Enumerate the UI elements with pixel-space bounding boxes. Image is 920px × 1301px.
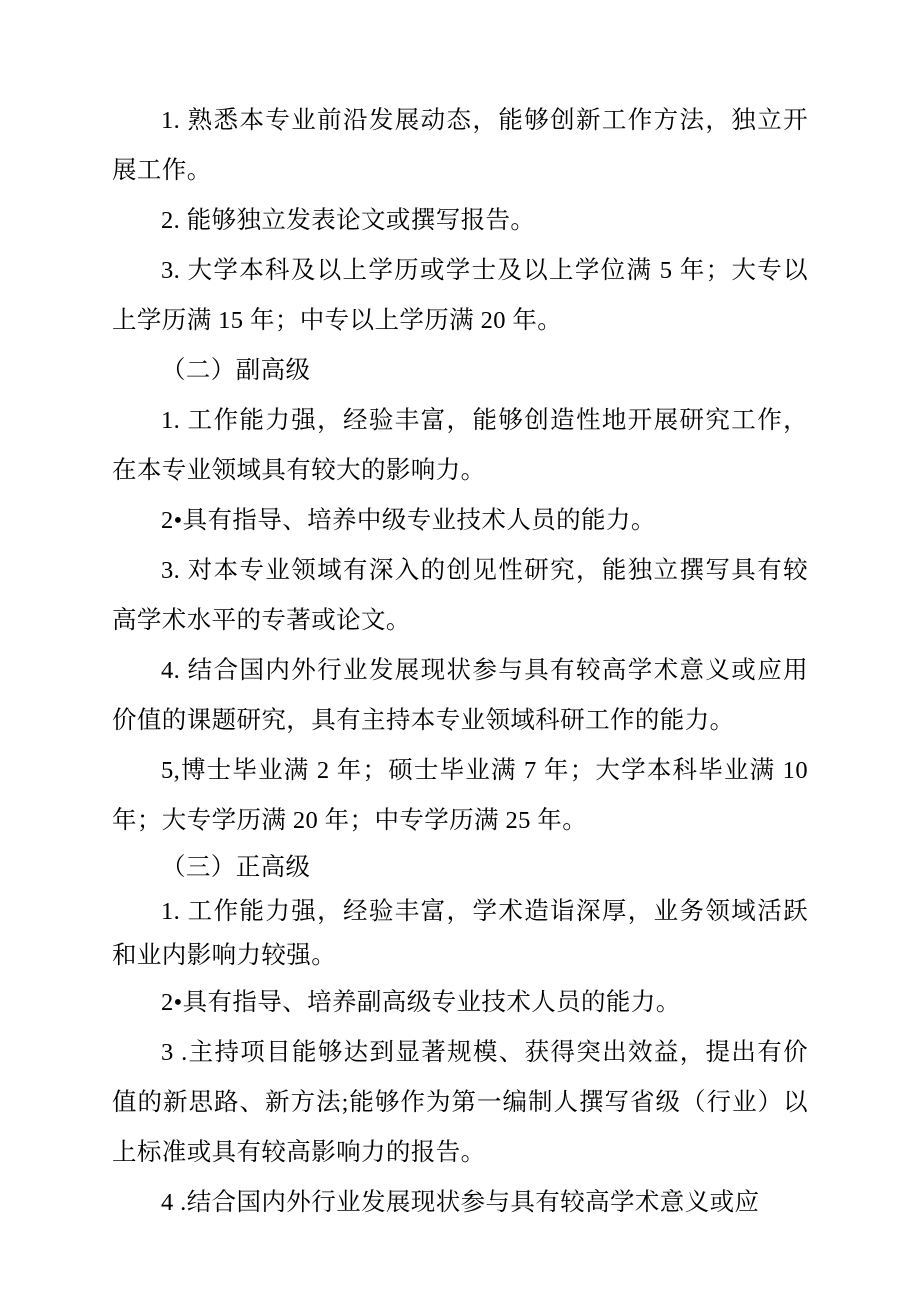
paragraph-4: 1. 工作能力强，经验丰富，能够创造性地开展研究工作，在本专业领域具有较大的影响力。 (112, 407, 808, 484)
paragraph-12: 4 .结合国内外行业发展现状参与具有较高学术意义或应 (161, 1189, 760, 1216)
paragraph-11: 3 .主持项目能够达到显著规模、获得突出效益，提出有价值的新思路、新方法;能够作为第一编制人撰写省级（行业）以上标准或具有较高影响力的报告。 (112, 1039, 808, 1166)
paragraph-5: 2•具有指导、培养中级专业技术人员的能力。 (161, 507, 656, 534)
section-heading-zheng-gao-ji: （三）正高级 (161, 854, 311, 881)
paragraph-2: 2. 能够独立发表论文或撰写报告。 (161, 207, 536, 234)
section-heading-fu-gao-ji: （二）副高级 (161, 357, 311, 384)
paragraph-7: 4. 结合国内外行业发展现状参与具有较高学术意义或应用价值的课题研究，具有主持本专业领域科研工作的能力。 (112, 657, 808, 734)
paragraph-8: 5,博士毕业满 2 年；硕士毕业满 7 年；大学本科毕业满 10 年；大专学历满 20 年；中专学历满 25 年。 (112, 757, 815, 834)
paragraph-10: 2•具有指导、培养副高级专业技术人员的能力。 (161, 989, 681, 1016)
paragraph-6: 3. 对本专业领域有深入的创见性研究，能独立撰写具有较高学术水平的专著或论文。 (112, 557, 808, 634)
paragraph-3: 3. 大学本科及以上学历或学士及以上学位满 5 年；大专以上学历满 15 年；中专以上学历满 20 年。 (112, 257, 808, 334)
document-body (112, 96, 815, 1228)
paragraph-1: 1. 熟悉本专业前沿发展动态，能够创新工作方法，独立开展工作。 (112, 107, 808, 184)
paragraph-9: 1. 工作能力强，经验丰富，学术造诣深厚，业务领域活跃和业内影响力较强。 (112, 898, 808, 969)
